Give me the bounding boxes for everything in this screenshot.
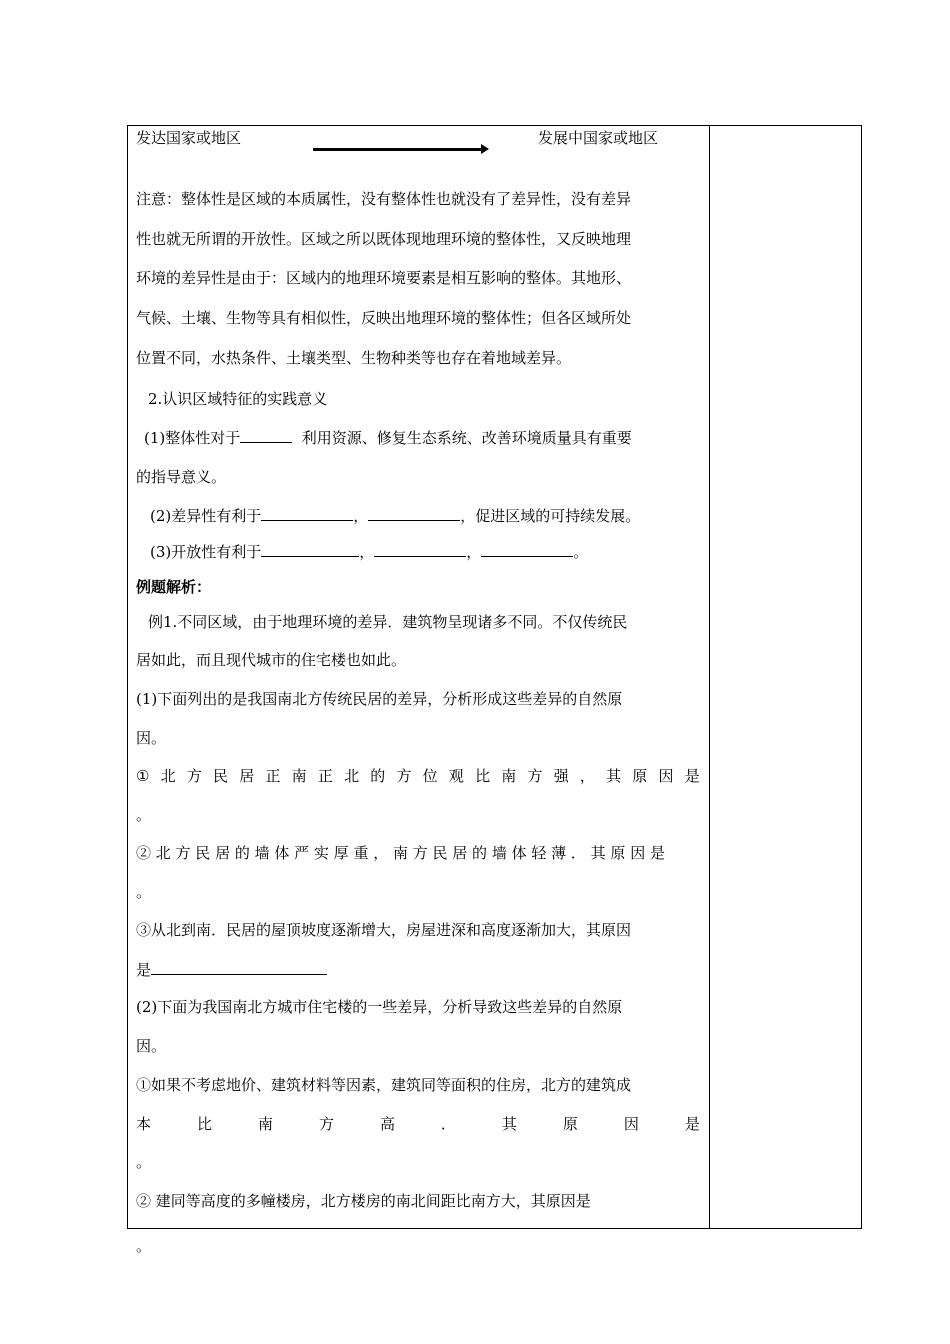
fill-blank [374,541,466,557]
char: 北 [344,767,360,785]
item1-line-2: 的指导意义。 [136,468,227,486]
arrow-right-icon [481,144,489,154]
char: 观 [448,767,464,785]
char: 南 [501,767,517,785]
question2-1-line-2 [136,1114,700,1134]
fill-blank [261,505,353,521]
fill-blank [368,505,460,521]
example1-line: 居如此，而且现代城市的住宅楼也如此。 [136,651,407,669]
question1-line: 因。 [136,729,167,747]
char: 因 [658,767,674,785]
char: 位 [422,767,438,785]
char: 比 [475,767,491,785]
note-line: 性也就无所谓的开放性。区域之所以既体现地理环境的整体性，又反映地理 [136,230,632,248]
question1-2-end: 。 [136,883,152,901]
char: 因 [623,1115,639,1133]
item1-suffix: 利用资源、修复生态系统、改善环境质量具有重要 [301,429,632,447]
developing-label: 发展中国家或地区 [538,129,659,147]
char: 方 [396,767,412,785]
item2-suffix: ，促进区域的可持续发展。 [460,507,641,525]
item3-line [150,541,588,562]
fill-blank [481,541,573,557]
question2-2-end: 。 [136,1237,152,1255]
comma: ， [353,507,369,525]
question2-1-line: ①如果不考虑地价、建筑材料等因素，建筑同等面积的住房，北方的建筑成 [136,1076,632,1094]
char: 居 [239,767,255,785]
table-frame [127,125,862,1229]
item1-prefix: (1)整体性对于 [144,429,241,447]
question1-2-line: ② 北 方 民 居 的 墙 体 严 实 厚 重 ， 南 方 民 居 的 墙 体 轻 薄 ． 其 原 因 是 [136,844,665,862]
comma: ， [359,543,375,561]
char: 其 [501,1115,517,1133]
char: 南 [257,1115,273,1133]
question1-1-line [136,766,700,786]
item2-line [150,505,640,526]
char: 本 [136,1115,152,1133]
note-line: 环境的差异性是由于：区域内的地理环境要素是相互影响的整体。其地形、 [136,269,632,287]
char: 是 [684,1115,700,1133]
note-line: 注意：整体性是区域的本质属性，没有整体性也就没有了差异性，没有差异 [136,190,632,208]
arrow-line [313,148,483,151]
item3-prefix: (3)开放性有利于 [150,543,262,561]
char: 其 [606,767,622,785]
char: 方 [318,1115,334,1133]
note-line: 气候、土壤、生物等具有相似性，反映出地理环境的整体性；但各区域所处 [136,309,632,327]
char: 民 [213,767,229,785]
char: ① [136,767,150,785]
q1-3-prefix: 是 [136,961,152,979]
note-line: 位置不同，水热条件、土壤类型、生物种类等也存在着地域差异。 [136,349,572,367]
column-divider [709,125,710,1229]
char: 比 [196,1115,212,1133]
char: 原 [562,1115,578,1133]
char: 方 [527,767,543,785]
char: 正 [265,767,281,785]
question1-1-end: 。 [136,806,152,824]
char: ． [440,1115,456,1133]
fill-blank [261,541,359,557]
char: 的 [370,767,386,785]
question2-line: 因。 [136,1037,167,1055]
char: 原 [632,767,648,785]
char: 高 [379,1115,395,1133]
char: 南 [291,767,307,785]
question1-3-line-2 [136,959,327,980]
question2-2-line: ② 建同等高度的多幢楼房，北方楼房的南北间距比南方大，其原因是 [136,1192,591,1210]
char: 是 [684,767,700,785]
question2-1-end: 。 [136,1153,152,1171]
period: 。 [573,543,589,561]
question2-line: (2)下面为我国南北方城市住宅楼的一些差异，分析导致这些差异的自然原 [136,998,623,1016]
example1-line: 例1.不同区域，由于地理环境的差异．建筑物呈现诸多不同。不仅传统民 [148,613,628,631]
item2-prefix: (2)差异性有利于 [150,507,262,525]
char: 北 [160,767,176,785]
section-heading: 2.认识区域特征的实践意义 [148,390,328,408]
developed-label: 发达国家或地区 [136,129,242,147]
fill-blank [240,427,292,443]
comma: ， [466,543,482,561]
examples-heading: 例题解析： [136,578,212,596]
fill-blank [151,959,327,975]
char: 正 [317,767,333,785]
question1-line: (1)下面列出的是我国南北方传统民居的差异，分析形成这些差异的自然原 [136,690,623,708]
item1-line [144,427,632,448]
question1-3-line: ③从北到南．民居的屋顶坡度逐渐增大，房屋进深和高度逐渐加大，其原因 [136,921,632,939]
char: 强 [553,767,569,785]
char: 方 [186,767,202,785]
char: ， [579,767,595,785]
